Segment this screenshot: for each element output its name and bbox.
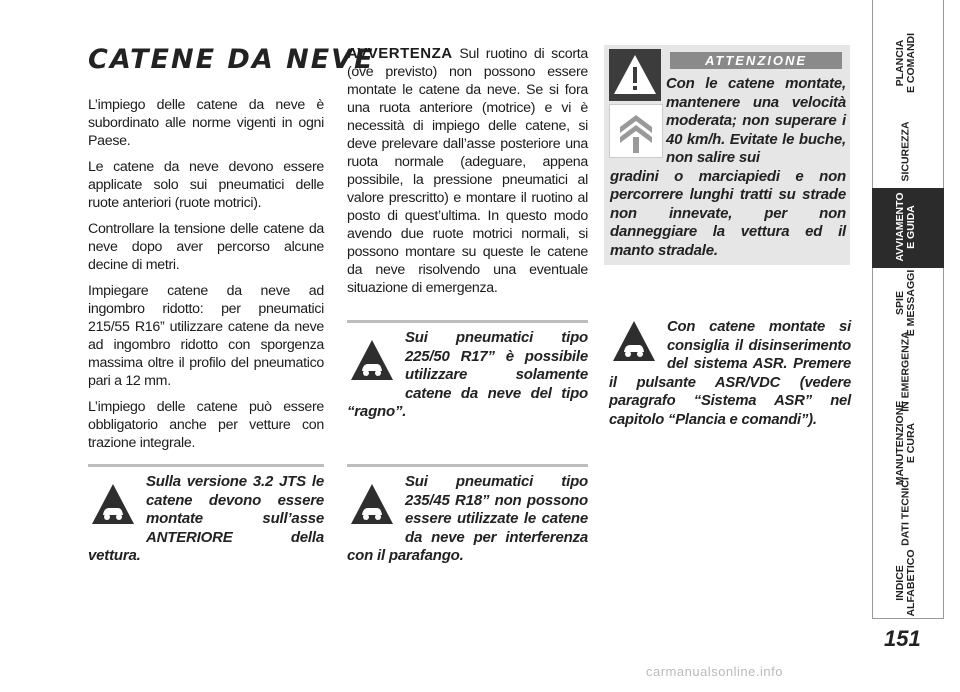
note-text: Con catene montate si consiglia il disinserimento del sistema ASR. Premere il pulsante ASR/VDC (vedere paragrafo “Sistema ASR” nel capitolo “Plancia e comandi”).	[609, 319, 851, 428]
column-middle	[347, 45, 588, 305]
divider	[347, 464, 588, 467]
tab-label: SICUREZZA	[899, 121, 912, 182]
note-235-45	[347, 464, 588, 566]
note-text: Sui pneumatici tipo 235/45 R18” non possono essere utilizzate le catene da neve per interferenza con il parafango.	[347, 473, 588, 564]
avvertenza-text: Sul ruotino di scorta (ove previsto) non possono essere montate le catene da neve. Se si fora una ruota anteriore (motrice) e vi è necessità di impiego delle catene, si deve prelevare dall’asse posteriore una ruota normale (adeguare, appena possibile, la pressione pneumatici al valore prescritto) e montare il ruotino al posto di quest’ultima. In questo modo avendo due ruote motrici normali, si possono montare su queste le catene da neve risolvendo una eventuale situazione di emergenza.	[347, 46, 588, 296]
paragraph: Le catene da neve devono essere applicate solo sui pneumatici delle ruote anteriori (ruote motrici).	[88, 159, 324, 211]
chapter-tabs	[872, 0, 960, 692]
tab-indice[interactable]	[872, 548, 944, 619]
note-asr	[609, 318, 851, 429]
note-text: Sulla versione 3.2 JTS le catene devono essere montate sull’asse ANTERIORE della vettura.	[88, 473, 324, 564]
divider	[347, 320, 588, 323]
paragraph: L’impiego delle catene può essere obbligatorio anche per vetture con trazione integrale.	[88, 399, 324, 451]
divider	[88, 464, 324, 467]
tab-label: PLANCIA E COMANDI	[894, 32, 917, 94]
watermark: carmanualsonline.info	[646, 664, 783, 679]
tab-label: IN EMERGENZA	[899, 331, 912, 412]
attention-badge: ATTENZIONE	[670, 52, 842, 69]
page-title: CATENE DA NEVE	[88, 44, 375, 75]
car-chains-icon	[90, 481, 136, 527]
car-chains-icon	[611, 318, 657, 364]
paragraph: Impiegare catene da neve ad ingombro ridotto: per pneumatici 215/55 R16” utilizzare catene da neve ad ingombro ridotto con sporgenza massima oltre il profilo del pneumatico pari a 12 mm.	[88, 283, 324, 389]
tab-label: DATI TECNICI	[899, 477, 912, 546]
tab-label: SPIE E MESSAGGI	[894, 269, 917, 337]
avvertenza-paragraph	[347, 45, 588, 297]
attention-text	[610, 75, 846, 260]
note-225-50	[347, 320, 588, 422]
avvertenza-label: AVVERTENZA	[347, 45, 453, 62]
tab-label: AVVIAMENTO E GUIDA	[894, 192, 917, 262]
attention-text-indented: Con le catene montate, mantenere una velocità moderata; non superare i 40 km/h. Evitate le buche, non salire sui	[666, 75, 846, 166]
tab-label: MANUTENZIONE E CURA	[894, 400, 917, 486]
column-left	[88, 96, 324, 460]
car-chains-icon	[349, 481, 395, 527]
paragraph: L’impiego delle catene da neve è subordinato alle norme vigenti in ogni Paese.	[88, 97, 324, 149]
paragraph: Controllare la tensione delle catene da neve dopo aver percorso alcune decine di metri.	[88, 221, 324, 273]
note-text: Sui pneumatici tipo 225/50 R17” è possibile utilizzare solamente catene da neve del tipo “ragno”.	[347, 329, 588, 420]
tab-label: INDICE ALFABETICO	[894, 549, 917, 617]
attention-text-full: gradini o marciapiedi e non percorrere lunghi tratti su strade non innevate, per non danneggiare la vettura ed il manto stradale.	[610, 167, 846, 259]
car-chains-icon	[349, 337, 395, 383]
page-number: 151	[884, 626, 921, 651]
note-anteriore	[88, 464, 324, 566]
